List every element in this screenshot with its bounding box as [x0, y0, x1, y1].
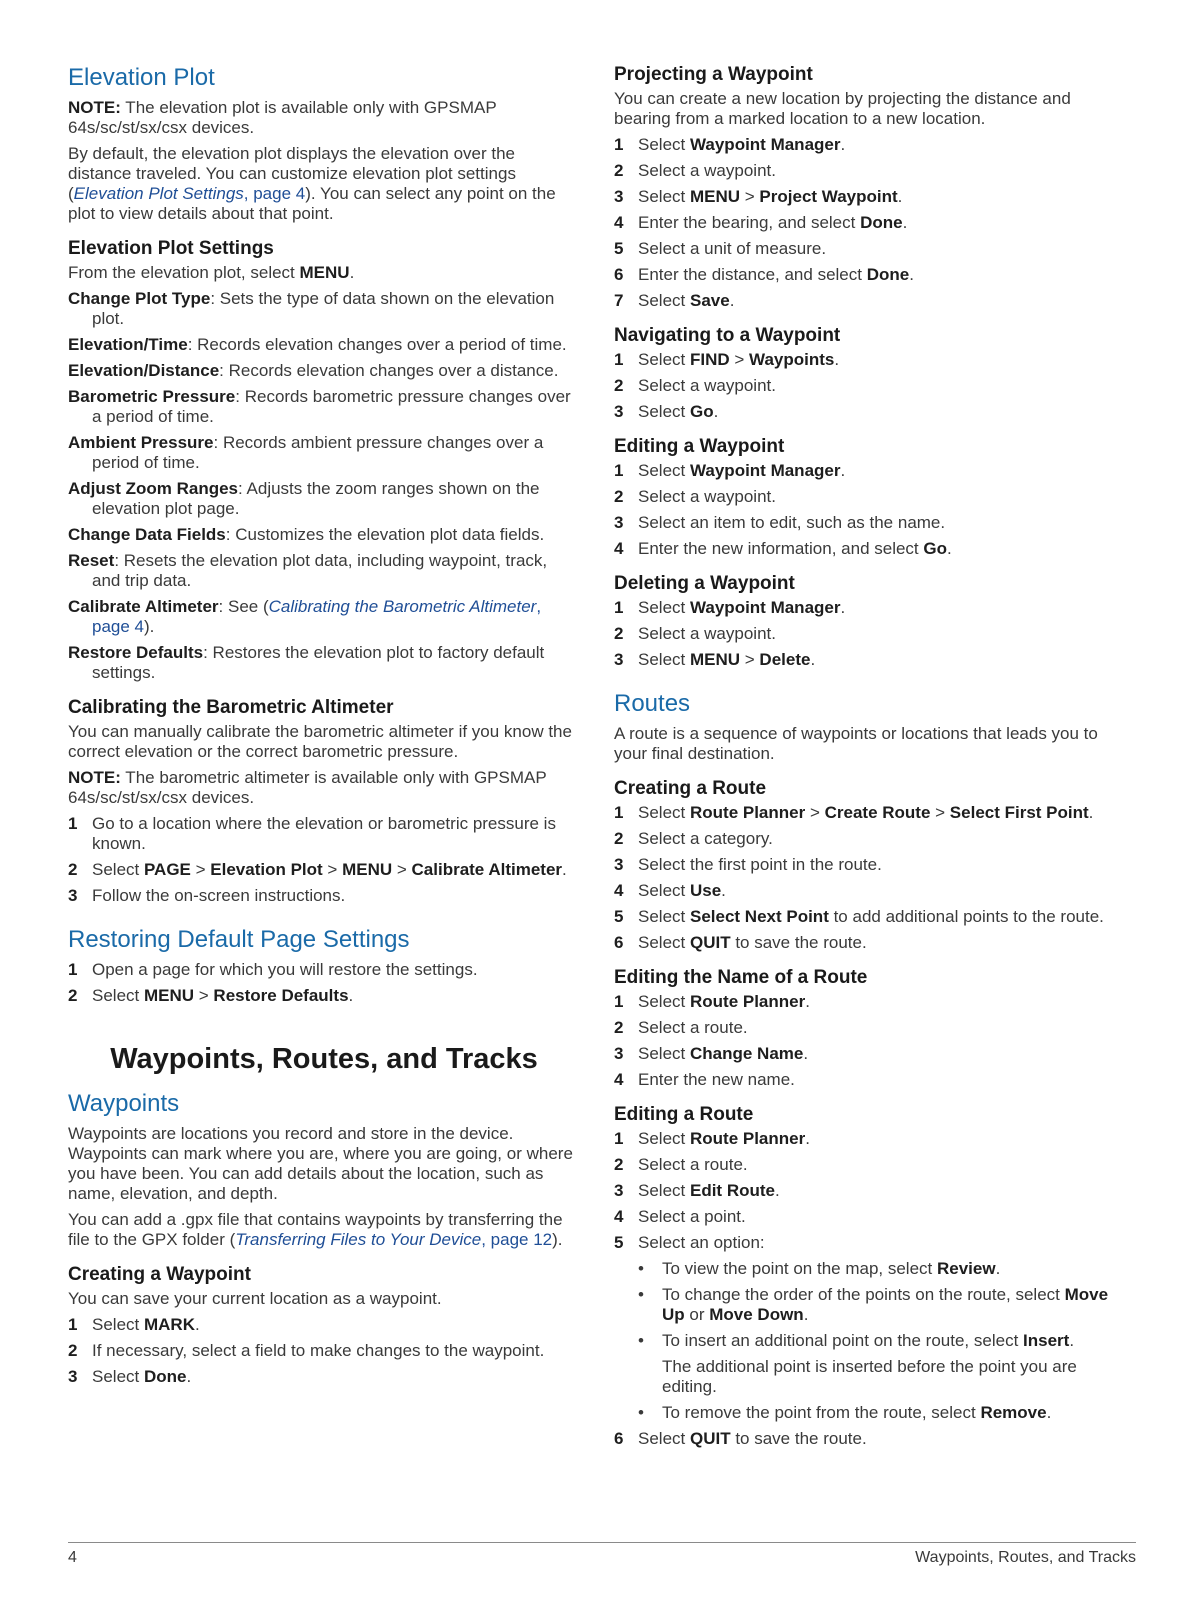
step: 1 Select Route Planner.	[614, 992, 810, 1011]
step: 4 Enter the new information, and select Go.	[614, 539, 952, 558]
note-elevation-plot: NOTE: The elevation plot is available only with GPSMAP 64s/sc/st/sx/csx devices.	[68, 98, 497, 137]
footer-section-title: Waypoints, Routes, and Tracks	[915, 1549, 1136, 1566]
step: 7 Select Save.	[614, 291, 735, 310]
step: 1 Select FIND > Waypoints.	[614, 350, 840, 369]
step: 5 Select a unit of measure.	[614, 239, 827, 258]
heading-elevation-plot-settings: Elevation Plot Settings	[68, 238, 274, 259]
step: 6 Select QUIT to save the route.	[614, 933, 867, 952]
step: 1 Select MARK.	[68, 1315, 200, 1334]
def-item: Elevation/Distance: Records elevation changes over a distance.	[68, 361, 559, 380]
para-elevation-plot: By default, the elevation plot displays the elevation over the distance traveled. You can customize elevation plot settings (Elevation Plot Settings, page 4). You can select any point on the plot to view details about that point.	[68, 144, 556, 223]
step: 4 Enter the bearing, and select Done.	[614, 213, 908, 232]
heading-creating-waypoint: Creating a Waypoint	[68, 1264, 251, 1285]
right-column	[614, 64, 1126, 1455]
step: 6 Select QUIT to save the route.	[614, 1429, 867, 1448]
step: 3 Follow the on-screen instructions.	[68, 886, 346, 905]
step: 1 Go to a location where the elevation or barometric pressure is known.	[68, 814, 556, 853]
link-calibrating-altimeter[interactable]: Calibrating the Barometric Altimeter	[268, 597, 537, 616]
plot-settings-intro: From the elevation plot, select MENU.	[68, 263, 355, 282]
step: 3 Select Go.	[614, 402, 719, 421]
link-page-ref[interactable]: , page 4	[92, 597, 542, 636]
projecting-intro: You can create a new location by projecting the distance and bearing from a marked location to a new location.	[614, 89, 1071, 128]
link-transferring-files[interactable]: Transferring Files to Your Device	[235, 1230, 482, 1249]
def-item: Change Data Fields: Customizes the elevation plot data fields.	[68, 525, 545, 544]
heading-navigating-waypoint: Navigating to a Waypoint	[614, 325, 841, 346]
step: 2 Select a route.	[614, 1155, 748, 1174]
def-item: Barometric Pressure: Records barometric pressure changes over a period of time.	[68, 387, 571, 426]
heading-editing-route-name: Editing the Name of a Route	[614, 967, 868, 988]
waypoints-para2: You can add a .gpx file that contains waypoints by transferring the file to the GPX folder (Transferring Files to Your Device, page 12).	[68, 1210, 563, 1249]
heading-restoring-defaults: Restoring Default Page Settings	[68, 926, 410, 953]
creating-waypoint-intro: You can save your current location as a waypoint.	[68, 1289, 442, 1308]
heading-routes: Routes	[614, 690, 691, 717]
def-item-restore: Restore Defaults: Restores the elevation plot to factory default settings.	[68, 643, 545, 682]
note-calibrating: NOTE: The barometric altimeter is available only with GPSMAP 64s/sc/st/sx/csx devices.	[68, 768, 547, 807]
bullet-icon: •	[638, 1259, 644, 1278]
def-item: Ambient Pressure: Records ambient pressure changes over a period of time.	[68, 433, 544, 472]
list-item: • To change the order of the points on the route, select Move Up or Move Down.	[638, 1285, 1109, 1324]
def-item-calibrate: Calibrate Altimeter: See (Calibrating the Barometric Altimeter, page 4).	[68, 597, 542, 636]
list-item: • To remove the point from the route, select Remove.	[638, 1403, 1052, 1422]
def-item: Adjust Zoom Ranges: Adjusts the zoom ranges shown on the elevation plot page.	[68, 479, 540, 518]
page-number: 4	[68, 1549, 77, 1566]
step: 6 Enter the distance, and select Done.	[614, 265, 914, 284]
step: 1 Select Waypoint Manager.	[614, 135, 846, 154]
left-column	[68, 64, 580, 1393]
def-item: Change Plot Type: Sets the type of data shown on the elevation plot.	[68, 289, 555, 328]
step: 2 Select a route.	[614, 1018, 748, 1037]
step: 2 Select a waypoint.	[614, 487, 776, 506]
footer-divider	[68, 1542, 1136, 1543]
bullet-icon: •	[638, 1285, 644, 1304]
def-item: Reset: Resets the elevation plot data, including waypoint, track, and trip data.	[68, 551, 548, 590]
list-item: • To insert an additional point on the route, select Insert.	[638, 1331, 1075, 1350]
step: 2 If necessary, select a field to make changes to the waypoint.	[68, 1341, 545, 1360]
heading-editing-waypoint: Editing a Waypoint	[614, 436, 785, 457]
calibrating-intro: You can manually calibrate the barometric altimeter if you know the correct elevation or the correct barometric pressure.	[68, 722, 572, 761]
step: 2 Select a waypoint.	[614, 161, 776, 180]
list-item-note: The additional point is inserted before the point you are editing.	[662, 1357, 1077, 1396]
step: 5 Select an option:	[614, 1233, 765, 1252]
step: 2 Select MENU > Restore Defaults.	[68, 986, 354, 1005]
step: 4 Select Use.	[614, 881, 726, 900]
heading-projecting-waypoint: Projecting a Waypoint	[614, 64, 813, 85]
option-list	[638, 1259, 1126, 1423]
step: 1 Select Route Planner > Create Route > Select First Point.	[614, 803, 1094, 822]
step: 3 Select an item to edit, such as the name.	[614, 513, 946, 532]
step: 3 Select the first point in the route.	[614, 855, 882, 874]
step: 1 Select Route Planner.	[614, 1129, 810, 1148]
step: 3 Select Done.	[68, 1367, 192, 1386]
heading-creating-route: Creating a Route	[614, 778, 767, 799]
chapter-title: Waypoints, Routes, and Tracks	[110, 1043, 538, 1075]
step: 2 Select a waypoint.	[614, 376, 776, 395]
step: 4 Enter the new name.	[614, 1070, 795, 1089]
heading-waypoints: Waypoints	[68, 1090, 180, 1117]
step: 2 Select PAGE > Elevation Plot > MENU > Calibrate Altimeter.	[68, 860, 567, 879]
step: 3 Select MENU > Delete.	[614, 650, 816, 669]
step: 3 Select MENU > Project Waypoint.	[614, 187, 903, 206]
list-item: • To view the point on the map, select Review.	[638, 1259, 1001, 1278]
step: 4 Select a point.	[614, 1207, 746, 1226]
def-item: Elevation/Time: Records elevation changes over a period of time.	[68, 335, 567, 354]
heading-elevation-plot: Elevation Plot	[68, 64, 215, 91]
heading-editing-route: Editing a Route	[614, 1104, 754, 1125]
step: 2 Select a category.	[614, 829, 773, 848]
link-page-ref[interactable]: , page 4	[243, 184, 306, 203]
step: 3 Select Change Name.	[614, 1044, 809, 1063]
step: 1 Select Waypoint Manager.	[614, 461, 846, 480]
bullet-icon: •	[638, 1331, 644, 1350]
step: 3 Select Edit Route.	[614, 1181, 780, 1200]
link-page-ref[interactable]: , page 12	[481, 1230, 553, 1249]
step: 1 Select Waypoint Manager.	[614, 598, 846, 617]
link-elevation-plot-settings[interactable]: Elevation Plot Settings	[73, 184, 244, 203]
waypoints-para1: Waypoints are locations you record and store in the device. Waypoints can mark where you are, where you are going, or where you have been. You can add details about the location, such as name, elevation, and depth.	[68, 1124, 573, 1203]
heading-calibrating: Calibrating the Barometric Altimeter	[68, 697, 394, 718]
routes-intro: A route is a sequence of waypoints or locations that leads you to your final destination.	[614, 724, 1098, 763]
step: 1 Open a page for which you will restore the settings.	[68, 960, 478, 979]
step: 2 Select a waypoint.	[614, 624, 776, 643]
bullet-icon: •	[638, 1403, 644, 1422]
step: 5 Select Select Next Point to add additional points to the route.	[614, 907, 1104, 926]
heading-deleting-waypoint: Deleting a Waypoint	[614, 573, 795, 594]
